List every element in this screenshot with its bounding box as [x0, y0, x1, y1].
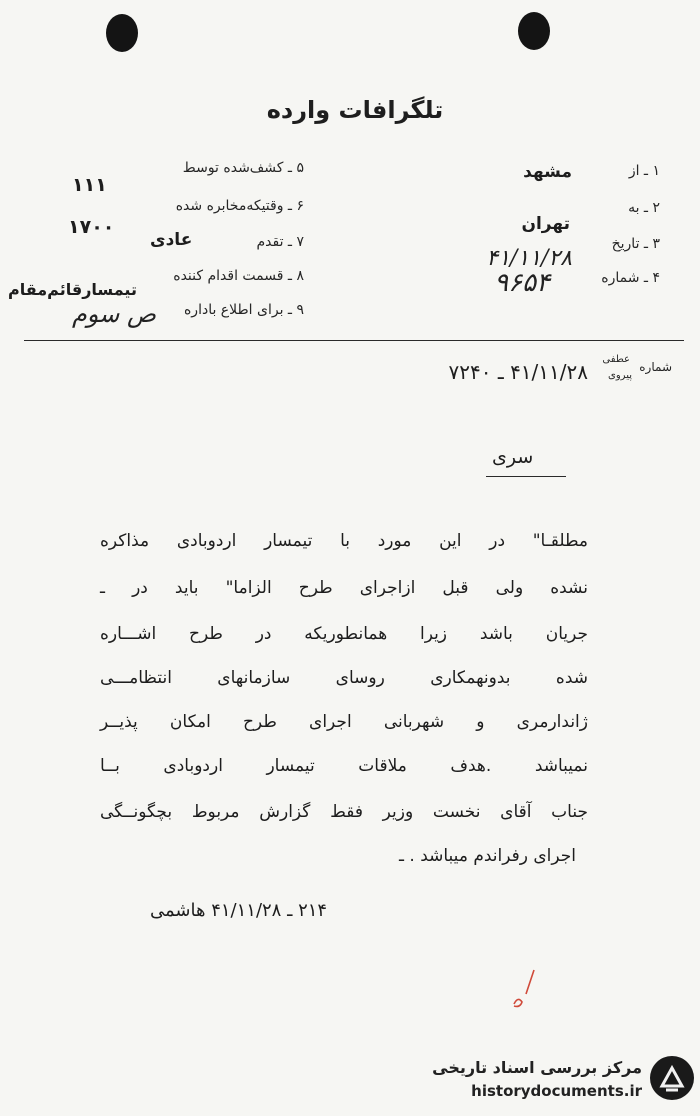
body-line-8: اجرای رفراندم میباشد . ـ [399, 846, 576, 866]
field-to-label: ۲ ـ به [628, 200, 660, 216]
body-line-5: ژاندارمری و شهربانی اجرای طرح امکان پذیــر [100, 712, 588, 732]
classification-underline [486, 476, 566, 477]
body-line-7: جناب آقای نخست وزیر فقط گزارش مربوط بچگونــگی [100, 802, 588, 822]
field-from-value: مشهد [523, 162, 572, 182]
field-from-label: ۱ ـ از [628, 163, 660, 179]
info-to-office-value: ص سوم [72, 300, 157, 328]
body-line-4: شده بدونهمکاری روسای سازمانهای انتظامـــی [100, 668, 588, 688]
action-unit-label: ۸ ـ قسمت اقدام کننده [173, 268, 304, 284]
priority-value: عادی [150, 230, 193, 250]
reference-sub-bottom: پیروی [608, 370, 632, 381]
field-to-value: تهران [521, 214, 570, 234]
field-number-label: ۴ ـ شماره [601, 270, 660, 286]
watermark-name: مرکز بررسی اسناد تاریخی [432, 1058, 642, 1077]
body-line-1: مطلقـا" در این مورد با تیمسار اردوبادی مذاکره [100, 531, 588, 551]
transmitted-time-label: ۶ ـ وقتیکه‌مخابره شده [175, 198, 304, 214]
body-line-2: نشده ولی قبل ازاجرای طرح الزاما" باید در ـ [100, 578, 588, 598]
punch-hole-left [106, 14, 138, 52]
header-divider [24, 340, 684, 341]
classification-label: سری [492, 446, 534, 468]
reference-sub-top: عطفی [602, 354, 630, 365]
transmitted-time-value: ۱۷۰۰ [68, 216, 115, 238]
archive-logo-icon [650, 1056, 694, 1100]
field-date-label: ۳ ـ تاریخ [611, 236, 660, 252]
reference-number-label: شماره [639, 360, 672, 374]
field-number-value: ۹۶۵۴ [494, 268, 550, 298]
body-line-3: جریان باشد زیرا همانطوریکه در طرح اشـــاره [100, 624, 588, 644]
watermark-url: historydocuments.ir [471, 1082, 642, 1100]
action-unit-value: تیمسارقائم‌مقام [8, 280, 137, 299]
signature-line: ۲۱۴ ـ ۴۱/۱۱/۲۸ هاشمی [150, 900, 328, 921]
field-date-value: ۴۱/۱۱/۲۸ [486, 246, 572, 271]
page-title: تلگرافات وارده [266, 96, 444, 124]
priority-label: ۷ ـ تقدم [256, 234, 304, 250]
watermark [408, 1052, 694, 1108]
decrypted-by-value: ۱۱۱ [72, 174, 107, 196]
punch-hole-right [518, 12, 550, 50]
body-line-6: نمیباشد .هدف ملاقات تیمسار اردوبادی بــا [100, 756, 588, 776]
reference-number-value: ۴۱/۱۱/۲۸ ـ ۷۲۴۰ [448, 360, 588, 384]
red-annotation-mark [496, 964, 546, 1044]
decrypted-by-label: ۵ ـ کشف‌شده توسط [182, 160, 304, 176]
info-to-office-label: ۹ ـ برای اطلاع باداره [183, 302, 304, 318]
